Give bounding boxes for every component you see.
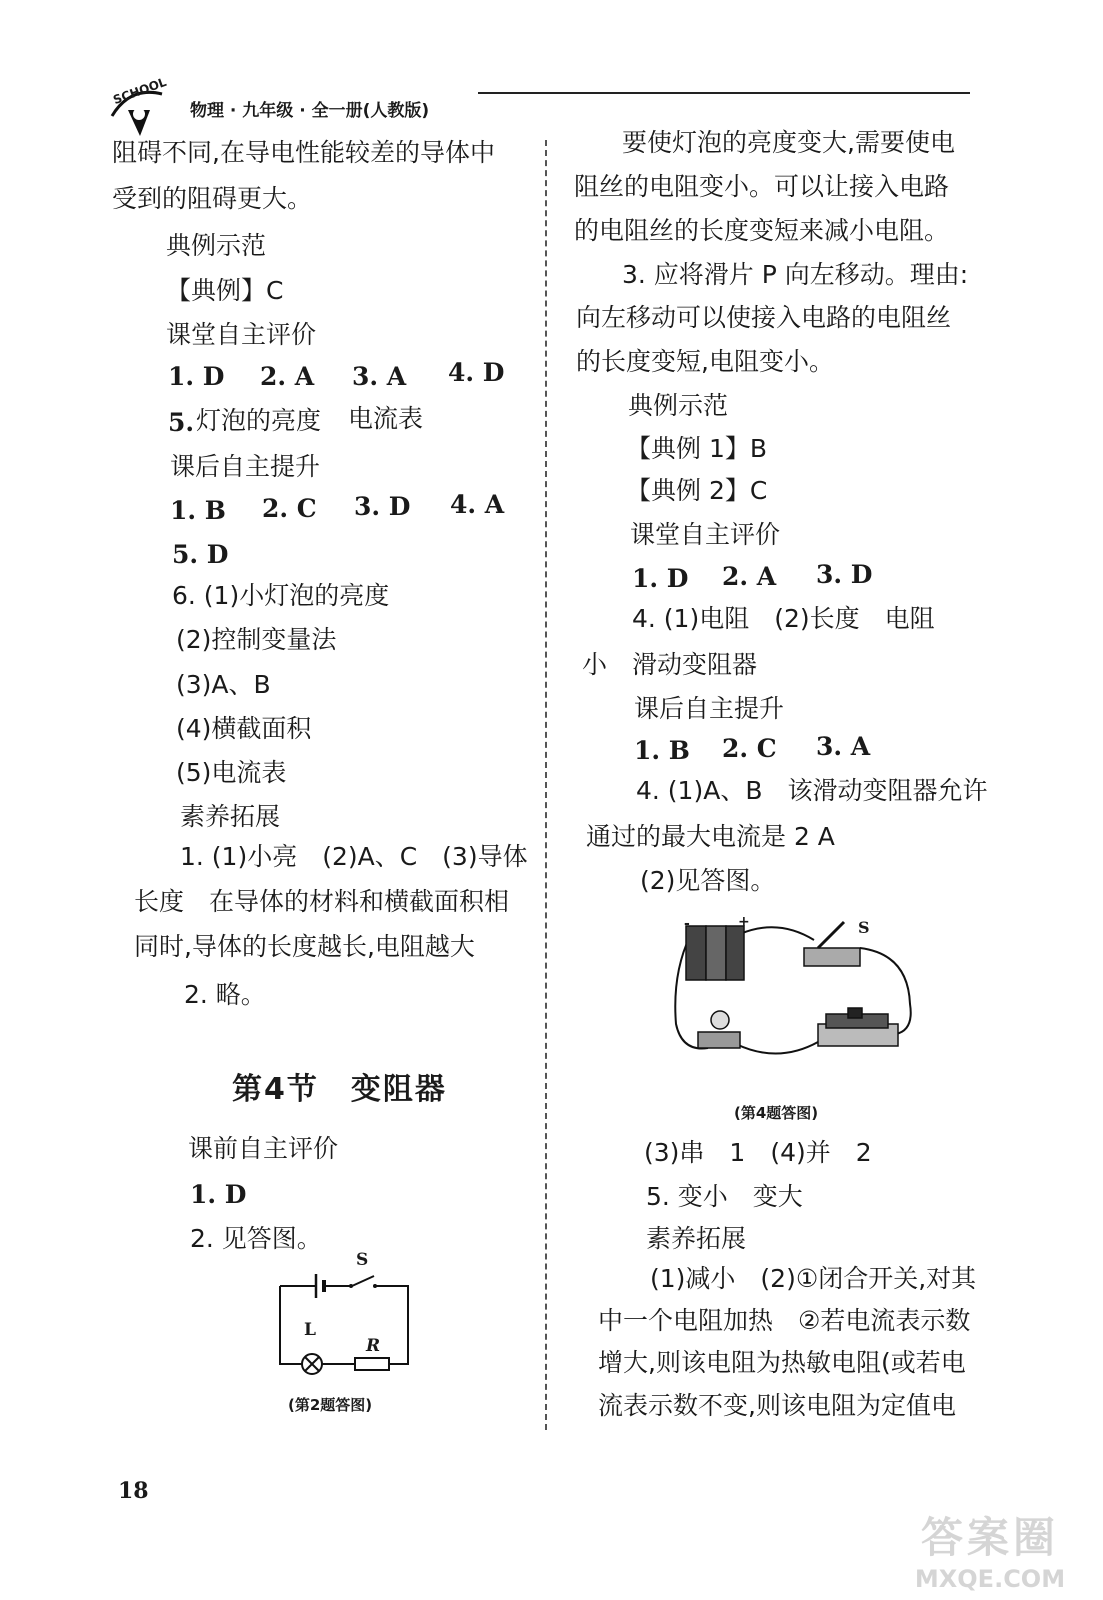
pre-answer-2: 2. 见答图。 xyxy=(190,1224,322,1253)
header-rule xyxy=(478,92,970,94)
physical-circuit-q4 xyxy=(668,914,928,1074)
example-2-answer: 【典例 2】C xyxy=(626,476,768,505)
right-after-answer-4-line-1: 4. (1)A、B 该滑动变阻器允许 xyxy=(636,776,988,805)
class-answer-5-number: 5. xyxy=(168,408,195,437)
q4-switch-label: S xyxy=(858,918,870,937)
extension-2: 2. 略。 xyxy=(184,980,266,1009)
right-after-answer-4-line-2: 通过的最大电流是 2 A xyxy=(586,822,835,851)
after-answer-5: 5. D xyxy=(172,540,229,569)
class-answer-4: 4. D xyxy=(448,358,505,387)
right-q3-line-2: 向左移动可以使接入电路的电阻丝 xyxy=(576,303,952,332)
extension-1-line-2: 长度 在导体的材料和横截面积相 xyxy=(134,887,510,916)
right-after-answer-4-line-4: (3)串 1 (4)并 2 xyxy=(644,1138,872,1167)
left-line-1: 阻碍不同,在导电性能较差的导体中 xyxy=(112,138,495,167)
page-number: 18 xyxy=(118,1478,149,1504)
left-line-2: 受到的阻碍更大。 xyxy=(112,184,313,213)
right-after-answer-2: 2. C xyxy=(722,734,777,763)
right-extension-line-1: (1)减小 (2)①闭合开关,对其 xyxy=(650,1264,977,1293)
q6-part-4: (4)横截面积 xyxy=(176,714,312,743)
section-title: 第4节 变阻器 xyxy=(232,1072,447,1107)
watermark-logo xyxy=(890,1505,1090,1595)
figure-4-caption: (第4题答图) xyxy=(734,1104,819,1122)
watermark-bottom-text: MXQE.COM xyxy=(914,1565,1066,1593)
right-after-answer-4-line-3: (2)见答图。 xyxy=(640,866,776,895)
right-class-answer-3: 3. D xyxy=(816,560,873,589)
figure-2-caption: (第2题答图) xyxy=(288,1396,373,1414)
example-1-answer: 【典例 1】B xyxy=(626,434,768,463)
heading-extension: 素养拓展 xyxy=(180,802,281,831)
q6-part-1: 6. (1)小灯泡的亮度 xyxy=(172,581,390,610)
right-extension-line-2: 中一个电阻加热 ②若电流表示数 xyxy=(598,1306,971,1335)
right-extension-line-4: 流表示数不变,则该电阻为定值电 xyxy=(598,1391,956,1420)
heading-pre-class: 课前自主评价 xyxy=(188,1134,339,1163)
q2-resistor-label: R xyxy=(366,1336,381,1356)
right-heading-example: 典例示范 xyxy=(628,391,729,420)
example-answer: 【典例】C xyxy=(166,276,284,305)
after-answer-3: 3. D xyxy=(354,492,411,521)
right-heading-after-class: 课后自主提升 xyxy=(634,694,785,723)
right-after-answer-3: 3. A xyxy=(816,732,871,761)
right-class-answer-1: 1. D xyxy=(632,564,689,593)
right-class-answer-4-line-1: 4. (1)电阻 (2)长度 电阻 xyxy=(632,604,935,633)
heading-class-eval: 课堂自主评价 xyxy=(166,320,317,349)
right-after-answer-1: 1. B xyxy=(634,736,690,765)
q6-part-5: (5)电流表 xyxy=(176,758,287,787)
right-line-1: 要使灯泡的亮度变大,需要使电 xyxy=(622,128,955,157)
right-class-answer-4-line-2: 小 滑动变阻器 xyxy=(582,650,758,679)
right-q3-line-1: 3. 应将滑片 P 向左移动。理由: xyxy=(622,260,969,289)
right-line-3: 的电阻丝的长度变短来减小电阻。 xyxy=(574,216,950,245)
q2-switch-label: S xyxy=(356,1250,369,1270)
logo-text: SCHOOL xyxy=(111,74,169,108)
extension-1-line-1: 1. (1)小亮 (2)A、C (3)导体 xyxy=(180,842,528,871)
book-title: 物理 · 九年级 · 全一册(人教版) xyxy=(190,101,430,121)
right-heading-class-eval: 课堂自主评价 xyxy=(630,520,781,549)
heading-example: 典例示范 xyxy=(166,231,267,260)
after-answer-4: 4. A xyxy=(450,490,505,519)
right-q3-line-3: 的长度变短,电阻变小。 xyxy=(576,347,834,376)
circuit-diagram-q2 xyxy=(270,1256,420,1376)
extension-1-line-3: 同时,导体的长度越长,电阻越大 xyxy=(134,932,475,961)
after-answer-2: 2. C xyxy=(262,494,317,523)
class-answer-2: 2. A xyxy=(260,362,315,391)
after-answer-1: 1. B xyxy=(170,496,226,525)
right-heading-extension: 素养拓展 xyxy=(646,1224,747,1253)
class-answer-3: 3. A xyxy=(352,362,407,391)
right-extension-line-3: 增大,则该电阻为热敏电阻(或若电 xyxy=(598,1348,966,1377)
q6-part-2: (2)控制变量法 xyxy=(176,625,337,654)
pre-answer-1: 1. D xyxy=(190,1180,247,1209)
column-divider xyxy=(545,140,547,1430)
right-class-answer-2: 2. A xyxy=(722,562,777,591)
class-answer-5-part-a: 灯泡的亮度 xyxy=(196,406,322,435)
heading-after-class: 课后自主提升 xyxy=(170,452,321,481)
class-answer-5-part-b: 电流表 xyxy=(348,404,424,433)
q4-battery-plus: + xyxy=(738,914,750,930)
right-after-answer-5: 5. 变小 变大 xyxy=(646,1182,803,1211)
q6-part-3: (3)A、B xyxy=(176,670,271,699)
q4-battery-minus: - xyxy=(684,916,690,932)
q2-lamp-label: L xyxy=(304,1320,316,1340)
class-answer-1: 1. D xyxy=(168,362,225,391)
right-line-2: 阻丝的电阻变小。可以让接入电路 xyxy=(574,172,950,201)
watermark-top-text: 答案圈 xyxy=(920,1513,1059,1562)
